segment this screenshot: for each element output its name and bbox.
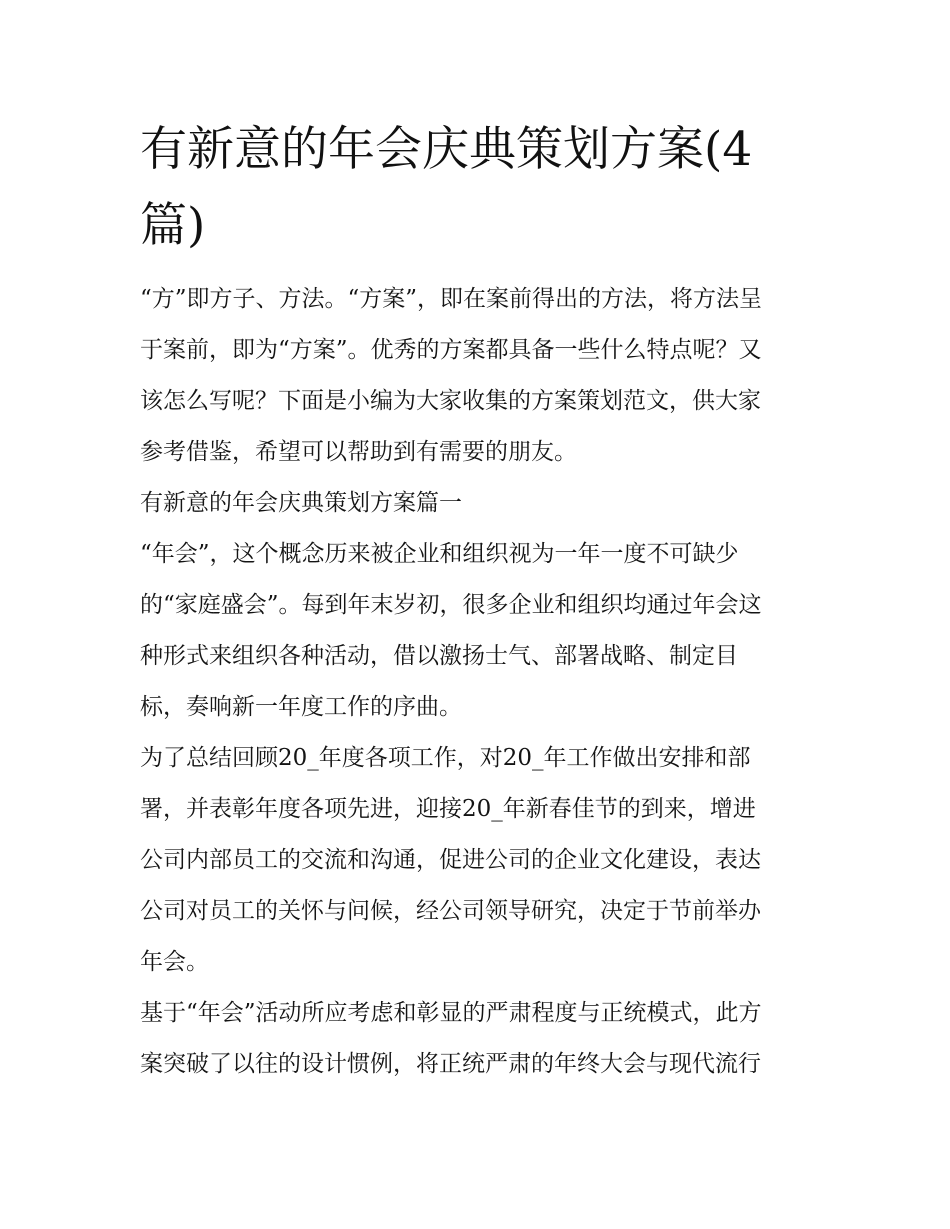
document-title	[140, 112, 820, 264]
paragraph-line: 标，奏响新一年度工作的序曲。	[140, 694, 462, 720]
intro-line: “方”即方子、方法。“方案”，即在案前得出的方法，将方法呈	[140, 286, 763, 312]
title-line: 有新意的年会庆典策划方案(4	[140, 122, 753, 177]
intro-line: 参考借鉴，希望可以帮助到有需要的朋友。	[140, 439, 577, 465]
paragraph-line: 种形式来组织各种活动，借以激扬士气、部署战略、制定目	[140, 643, 738, 669]
paragraph-line: “年会”，这个概念历来被企业和组织视为一年一度不可缺少	[140, 541, 739, 567]
paragraph-line: 年会。	[140, 949, 209, 975]
paragraph-3	[140, 988, 815, 1090]
paragraph-line: 署，并表彰年度各项先进，迎接20_年新春佳节的到来，增进	[140, 796, 756, 822]
intro-line: 该怎么写呢？下面是小编为大家收集的方案策划范文，供大家	[140, 388, 761, 414]
section-heading-text: 有新意的年会庆典策划方案篇一	[140, 490, 462, 516]
paragraph-line: 基于“年会”活动所应考虑和彰显的严肃程度与正统模式，此方	[140, 1000, 762, 1026]
intro-paragraph	[140, 274, 815, 478]
paragraph-line: 案突破了以往的设计惯例，将正统严肃的年终大会与现代流行	[140, 1051, 761, 1077]
paragraph-line: 公司内部员工的交流和沟通，促进公司的企业文化建设，表达	[140, 847, 761, 873]
title-line: 篇)	[140, 198, 206, 253]
intro-line: 于案前，即为“方案”。优秀的方案都具备一些什么特点呢？又	[140, 337, 762, 363]
paragraph-1	[140, 529, 815, 733]
paragraph-line: 为了总结回顾20_年度各项工作，对20_年工作做出安排和部	[140, 745, 751, 771]
paragraph-line: 公司对员工的关怀与问候，经公司领导研究，决定于节前举办	[140, 898, 761, 924]
section-heading	[140, 478, 815, 529]
paragraph-line: 的“家庭盛会”。每到年末岁初，很多企业和组织均通过年会这	[140, 592, 762, 618]
paragraph-2	[140, 733, 815, 988]
